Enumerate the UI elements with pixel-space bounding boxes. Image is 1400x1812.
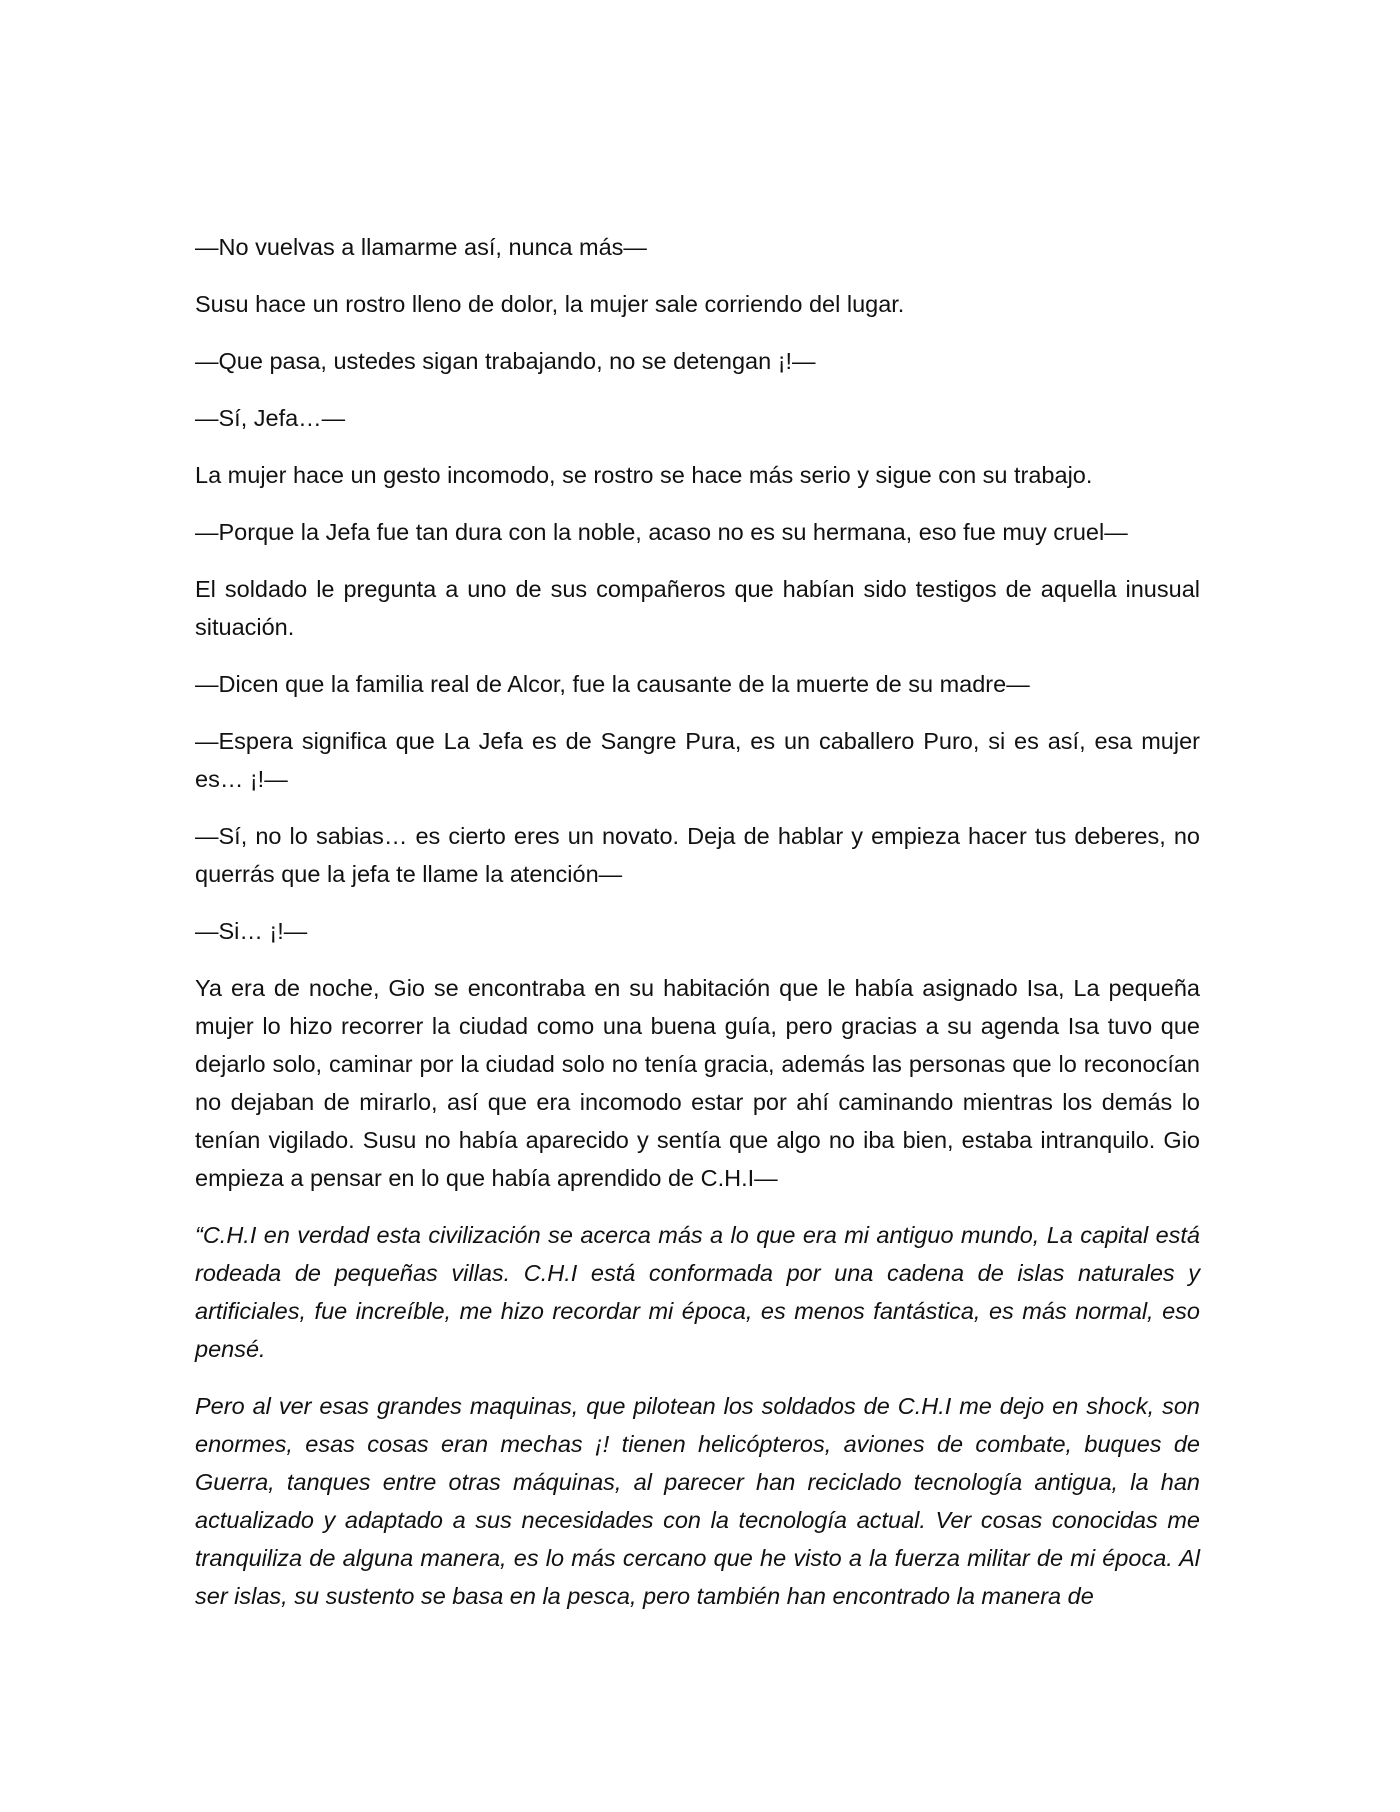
paragraph-7: El soldado le pregunta a uno de sus compañeros que habían sido testigos de aquella inusual situación. xyxy=(195,576,1200,640)
paragraph-9: —Espera significa que La Jefa es de Sangre Pura, es un caballero Puro, si es así, esa mujer es… ¡!— xyxy=(195,728,1200,792)
paragraph-14: Pero al ver esas grandes maquinas, que pilotean los soldados de C.H.I me dejo en shock, son enormes, esas cosas eran mechas ¡! tienen helicópteros, aviones de combate, buques de Guerra, tanques entre otras máquinas, al parecer han reciclado tecnología antigua, la han actualizado y adaptado a sus necesidades con la tecnología actual. Ver cosas conocidas me tranquiliza de alguna manera, es lo más cercano que he visto a la fuerza militar de mi época. Al ser islas, su sustento se basa en la pesca, pero también han encontrado la manera de xyxy=(195,1393,1200,1609)
document-page xyxy=(195,228,1200,1634)
paragraph-12: Ya era de noche, Gio se encontraba en su habitación que le había asignado Isa, La pequeña mujer lo hizo recorrer la ciudad como una buena guía, pero gracias a su agenda Isa tuvo que dejarlo solo, caminar por la ciudad solo no tenía gracia, además las personas que lo reconocían no dejaban de mirarlo, así que era incomodo estar por ahí caminando mientras los demás lo tenían vigilado. Susu no había aparecido y sentía que algo no iba bien, estaba intranquilo. Gio empieza a pensar en lo que había aprendido de C.H.I— xyxy=(195,975,1200,1191)
paragraph-2: Susu hace un rostro lleno de dolor, la mujer sale corriendo del lugar. xyxy=(195,291,905,317)
paragraph-3: —Que pasa, ustedes sigan trabajando, no se detengan ¡!— xyxy=(195,348,816,374)
paragraph-8: —Dicen que la familia real de Alcor, fue la causante de la muerte de su madre— xyxy=(195,671,1030,697)
paragraph-11: —Si… ¡!— xyxy=(195,918,308,944)
paragraph-13: “C.H.I en verdad esta civilización se acerca más a lo que era mi antiguo mundo, La capital está rodeada de pequeñas villas. C.H.I está conformada por una cadena de islas naturales y artificiales, fue increíble, me hizo recordar mi época, es menos fantástica, es más normal, eso pensé. xyxy=(195,1222,1200,1362)
paragraph-6: —Porque la Jefa fue tan dura con la noble, acaso no es su hermana, eso fue muy cruel— xyxy=(195,519,1128,545)
paragraph-1: —No vuelvas a llamarme así, nunca más— xyxy=(195,234,647,260)
paragraph-5: La mujer hace un gesto incomodo, se rostro se hace más serio y sigue con su trabajo. xyxy=(195,462,1093,488)
paragraph-4: —Sí, Jefa…— xyxy=(195,405,346,431)
paragraph-10: —Sí, no lo sabias… es cierto eres un novato. Deja de hablar y empieza hacer tus deberes, no querrás que la jefa te llame la atención— xyxy=(195,823,1200,887)
